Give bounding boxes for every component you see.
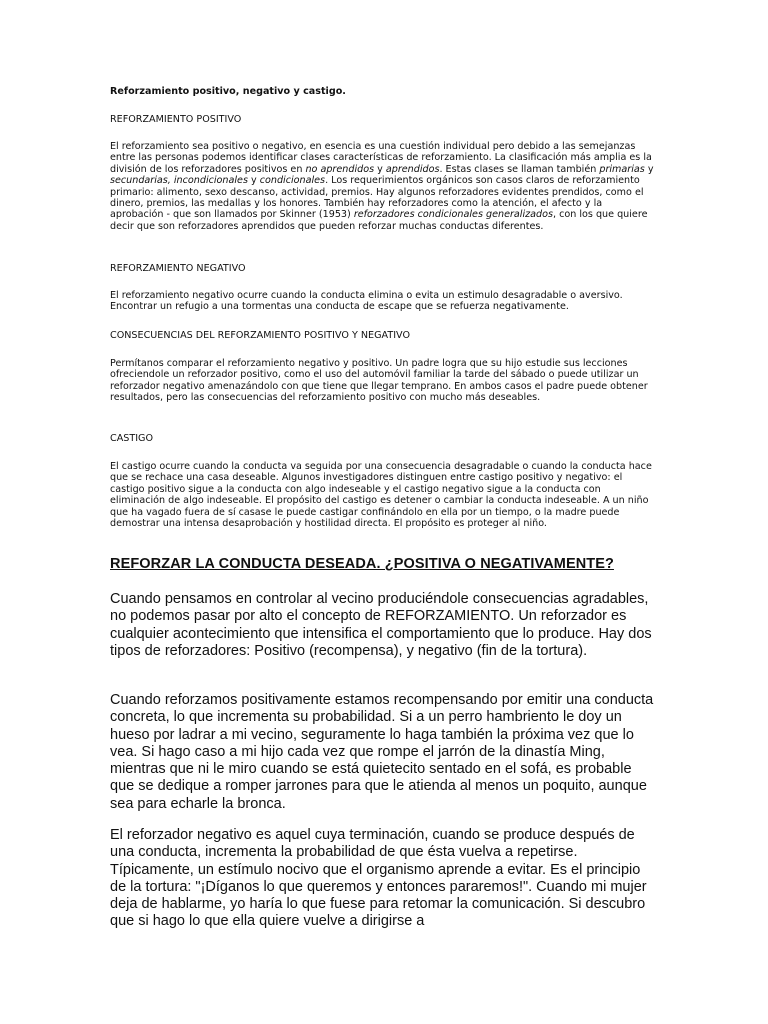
- heading-consecuencias: CONSECUENCIAS DEL REFORZAMIENTO POSITIVO Y NEGATIVO: [110, 330, 410, 341]
- heading-reforzamiento-negativo: REFORZAMIENTO NEGATIVO: [110, 263, 246, 274]
- heading-castigo: CASTIGO: [110, 433, 154, 444]
- document-title: Reforzamiento positivo, negativo y castigo.: [110, 86, 346, 97]
- paragraph-consecuencias-wrap: [110, 358, 655, 404]
- paragraph-refuerzo-positivo: Cuando reforzamos positivamente estamos recompensando por emitir una conducta concreta, lo que incrementa su probabilidad. Si a un perro hambriento le doy un hueso por ladrar a mi vecino, seguramente lo haga también la próxima vez que lo vea. Si hago caso a mi hijo cada vez que rompe el jarrón de la dinastía Ming, mientras que ni le miro cuando se está quietecito sentado en el sofá, es probable que se dedique a romper jarrones para que le atienda al menos un poquito, aunque sea para echarle la bronca.: [110, 692, 654, 812]
- paragraph-positivo-wrap: [110, 141, 655, 232]
- section-castigo: [110, 433, 655, 444]
- paragraph-castigo: El castigo ocurre cuando la conducta va seguida por una consecuencia desagradable o cuando la conducta hace que se rechace una casa deseable. Algunos investigadores distinguen entre castigo positivo y negativo: el castigo positivo sigue a la conducta con algo indeseable y el castigo negativo sigue a la conducta con eliminación de algo indeseable. El propósito del castigo es detener o cambiar la conducta indeseable. A un niño que ha vagado fuera de sí casase le puede castigar confinándolo en ella por un tiempo, o la madre puede demostrar una intensa desaprobación y hostilidad directa. El propósito es proteger al niño.: [110, 461, 652, 530]
- section-heading-reforzar: REFORZAR LA CONDUCTA DESEADA. ¿POSITIVA O NEGATIVAMENTE?: [110, 556, 614, 572]
- paragraph-castigo-wrap: [110, 461, 655, 529]
- section-negativo: [110, 263, 655, 274]
- section-consecuencias: [110, 330, 655, 341]
- paragraph-consecuencias: Permítanos comparar el reforzamiento negativo y positivo. Un padre logra que su hijo estudie sus lecciones ofreciendole un reforzador positivo, como el uso del automóvil familiar la tarde del sábado o puede utilizar un reforzador negativo amenazándolo con que tiene que llegar temprano. En ambos casos el padre puede obtener resultados, pero las consecuencias del reforzamiento positivo con mucho más deseables.: [110, 358, 648, 404]
- paragraph-negativo: El reforzamiento negativo ocurre cuando la conducta elimina o evita un estimulo desagradable o aversivo. Encontrar un refugio a una tormentas una conducta de escape que se refuerza negativamente.: [110, 290, 623, 313]
- heading-reforzamiento-positivo: REFORZAMIENTO POSITIVO: [110, 114, 242, 125]
- paragraph-negativo-wrap: [110, 290, 655, 313]
- paragraph-reforzamiento-intro: Cuando pensamos en controlar al vecino produciéndole consecuencias agradables, no podemos pasar por alto el concepto de REFORZAMIENTO. Un reforzador es cualquier acontecimiento que intensifica el comportamiento que lo produce. Hay dos tipos de reforzadores: Positivo (recompensa), y negativo (fin de la tortura).: [110, 591, 652, 659]
- paragraph-big-2-wrap: [110, 692, 655, 813]
- paragraph-big-3-wrap: [110, 827, 655, 931]
- section-positivo: [110, 114, 655, 125]
- paragraph-big-1-wrap: [110, 591, 655, 660]
- paragraph-refuerzo-negativo: El reforzador negativo es aquel cuya terminación, cuando se produce después de una conducta, incrementa la probabilidad de que ésta vuelva a repetirse. Típicamente, un estímulo nocivo que el organismo aprende a evitar. Es el principio de la tortura: "¡Díganos lo que queremos y entonces pararemos!". Cuando mi mujer deja de hablarme, yo haría lo que fuese para retomar la comunicación. Si descubro que si hago lo que ella quiere vuelve a dirigirse a: [110, 827, 647, 930]
- paragraph-positivo: El reforzamiento sea positivo o negativo, en esencia es una cuestión individual pero debido a las semejanzas entre las personas podemos identificar clases características de reforzamiento. La clasificación más amplia es la división de los reforzadores positivos en no aprendidos y aprendidos. Estas clases se llaman también primarias y secundarias, incondicionales y condicionales. Los requerimientos orgánicos son casos claros de reforzamiento primario: alimento, sexo descanso, actividad, premios. Hay algunos reforzadores evidentes prendidos, como el dinero, premios, las medallas y los honores. También hay reforzadores como la atención, el afecto y la aprobación - que son llamados por Skinner (1953) reforzadores condicionales generalizados, con los que quiere decir que son reforzadores aprendidos que pueden reforzar muchas conductas diferentes.: [110, 141, 654, 232]
